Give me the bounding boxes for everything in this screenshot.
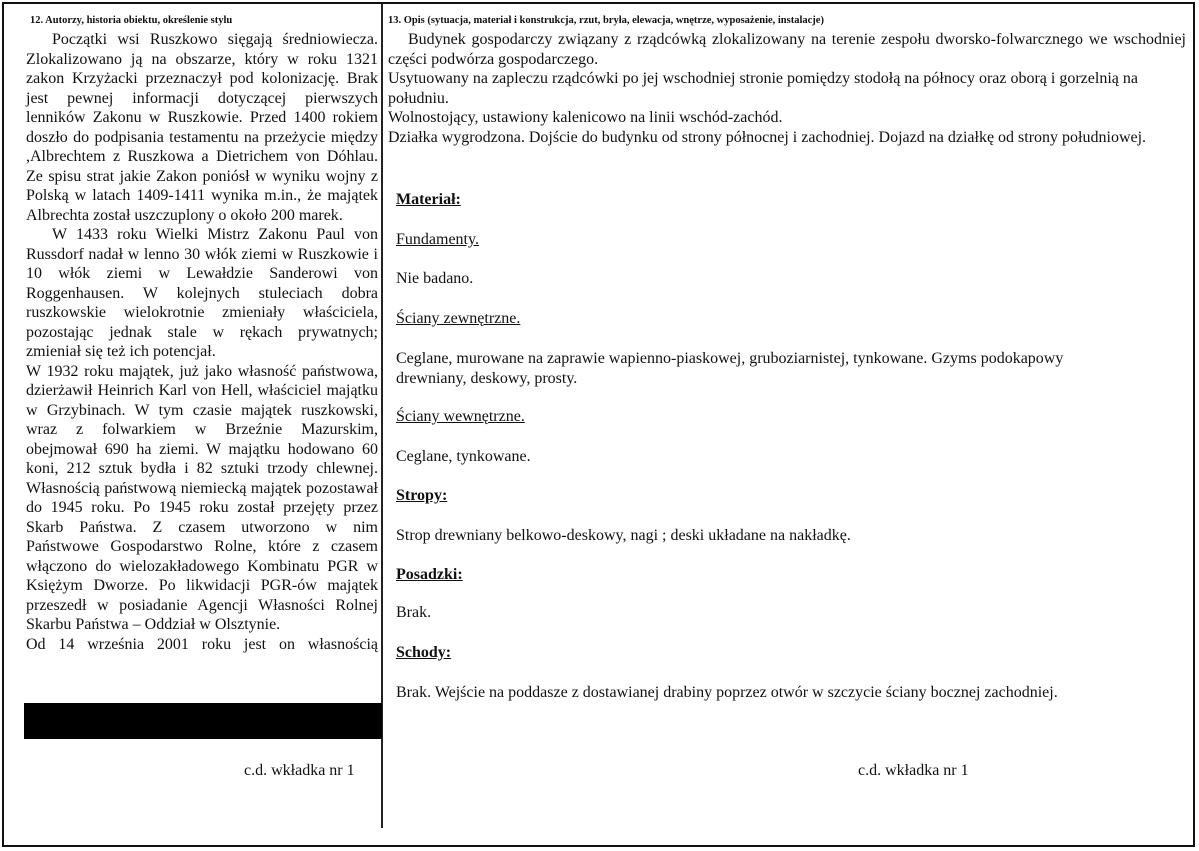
interior-walls-heading: Ściany wewnętrzne. [396,408,525,425]
description-intro-2: Usytuowany na zapleczu rządcówki po jej wschodniej stronie pomiędzy stodołą na północy oraz oborą i gorzelnią na południu. [388,70,1138,107]
history-paragraph-3: W 1932 roku majątek, już jako własność państwowa, dzierżawił Heinrich Karl von Hell, właściciel majątku w Grzybinach. W tym czasie majątek ruszkowski, wraz z folwarkiem w Brzeźnie Mazurskim, obejmował 690 ha ziemi. W majątku hodowano 60 koni, 212 sztuk bydła i 82 sztuki trzody chlewnej. Własnością państwową niemiecką majątek pozostawał do 1945 roku. Po 1945 roku został przejęty przez Skarb Państwa. Z czasem utworzono w nim Państwowe Gospodarstwo Rolne, które z czasem włączono do wielozakładowego Kombinatu PGR w Księżym Dworze. Po likwidacji PGR-ów majątek przeszedł w posiadanie Agencji Własności Rolnej Skarbu Państwa – Oddział w Olsztynie. [26,362,378,633]
foundations-heading: Fundamenty. [396,231,479,248]
description-column [388,14,1186,147]
history-paragraph-1: Początki wsi Ruszkowo sięgają średniowiecza. Zlokalizowano ją na obszarze, który w roku 1321 zakon Krzyżacki przeznaczył pod kolonizację. Brak jest pewnej informacji dotyczącej pierwszych lenników Zakonu w Ruszkowie. Przed 1400 rokiem doszło do podpisania testamentu na przeżycie między ,Albrechtem z Ruszkowa a Dietrichem von Dóhlau. Ze spisu strat jakie Zakon poniósł w wyniku wojny z Polską w latach 1409-1411 wynika m.in., że majątek Albrechta został uszczuplony o około 200 marek. [26,31,378,224]
exterior-walls-text: Ceglane, murowane na zaprawie wapienno-piaskowej, gruboziarnistej, tynkowane. Gzyms podokapowy drewniany, deskowy, prosty. [396,350,1064,387]
redaction-bar [24,703,382,739]
history-section-title: 12. Autorzy, historia obiektu, określenie stylu [30,15,233,26]
history-column [26,14,378,654]
foundations-text: Nie badano. [396,270,474,287]
description-intro-4: Działka wygrodzona. Dojście do budynku od strony północnej i zachodniej. Dojazd na działkę od strony południowej. [388,128,1147,146]
history-paragraph-4: Od 14 września 2001 roku jest on własnością [26,635,378,653]
right-continuation-note: c.d. wkładka nr 1 [858,762,969,779]
floors-text: Brak. [396,604,432,621]
left-continuation-note: c.d. wkładka nr 1 [244,762,355,779]
ceilings-heading: Stropy: [396,487,448,504]
history-paragraph-2: W 1433 roku Wielki Mistrz Zakonu Paul von Russdorf nadał w lenno 30 włók ziemi w Ruszkowie i 10 włók ziemi w Lewałdzie Sanderowi von Roggenhausen. W kolejnych stuleciach dobra ruszkowskie wielokrotnie zmieniały właściciela, pozostając jednak stale w rękach prywatnych; zmieniał się też ich potencjał. [26,226,378,360]
exterior-walls-heading: Ściany zewnętrzne. [396,310,521,327]
material-heading: Materiał: [396,191,461,208]
description-section-title: 13. Opis (sytuacja, materiał i konstrukcja, rzut, bryła, elewacja, wnętrze, wyposażenie, instalacje) [388,15,824,26]
floors-heading: Posadzki: [396,566,463,583]
description-intro-1: Budynek gospodarczy związany z rządcówką zlokalizowany na terenie zespołu dworsko-folwarcznego we wschodniej części podwórza gospodarczego. [388,31,1186,68]
description-intro-3: Wolnostojący, ustawiony kalenicowo na linii wschód-zachód. [388,109,783,126]
ceilings-text: Strop drewniany belkowo-deskowy, nagi ; deski układane na nakładkę. [396,527,851,544]
interior-walls-text: Ceglane, tynkowane. [396,448,531,465]
stairs-heading: Schody: [396,644,452,661]
stairs-text: Brak. Wejście na poddasze z dostawianej drabiny poprzez otwór w szczycie ściany bocznej zachodniej. [396,684,1058,701]
